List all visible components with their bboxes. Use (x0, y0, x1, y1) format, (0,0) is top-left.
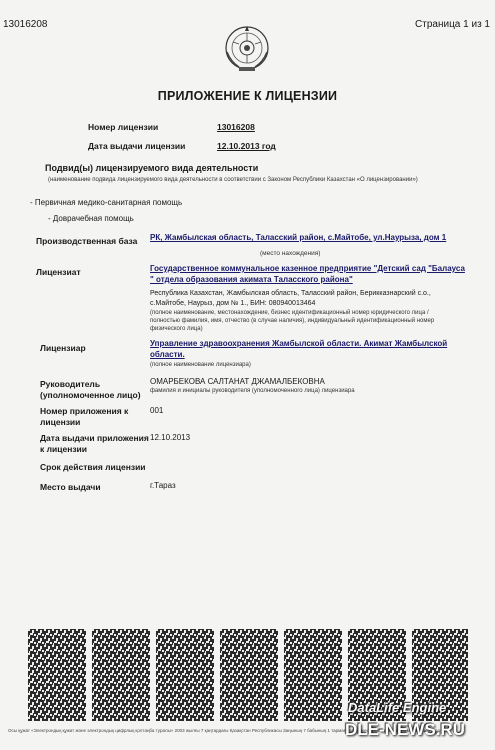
license-date-label: Дата выдачи лицензии (88, 141, 186, 151)
licensee-note: полностью фамилия, имя, отчество (в случае наличия), индивидуальный идентификационный номер (150, 318, 435, 324)
watermark-site: DLE-NEWS.RU (345, 720, 465, 739)
doc-number: 13016208 (3, 19, 48, 30)
page-counter: Страница 1 из 1 (415, 19, 490, 30)
licensor-value: Управление здравоохранения Жамбылской области. Акимат Жамбылской (150, 339, 448, 348)
base-label: Производственная база (36, 236, 138, 246)
subtype-note: (наименование подвида лицензируемого вида деятельности в соответствии с Законом Республики Казахстан «О лицензировании») (48, 177, 418, 183)
subtype-item: - Доврачебная помощь (48, 214, 134, 223)
licensor-note: (полное наименование лицензиара) (150, 362, 251, 368)
licensee-address: с.Майтобе, Наурыз, дом № 1., БИН: 080940013464 (150, 300, 316, 307)
head-note: фамилия и инициалы руководителя (уполномоченного лица) лицензиара (150, 388, 355, 394)
appendix-date-label: Дата выдачи приложения (40, 433, 149, 443)
appendix-date-label: к лицензии (40, 444, 88, 454)
emblem-icon (223, 22, 271, 74)
qr-code-block (28, 629, 86, 721)
licensee-note: физического лица) (150, 326, 203, 332)
subtype-item: - Первичная медико-санитарная помощь (30, 198, 183, 207)
subtype-heading: Подвид(ы) лицензируемого вида деятельности (45, 163, 259, 173)
head-label: (уполномоченное лицо) (40, 390, 141, 400)
licensee-note: (полное наименование, местонахождение, бизнес идентификационный номер юридического лица / (150, 310, 429, 316)
place-label: Место выдачи (40, 482, 101, 492)
footer-note: Осы құжат «Электрондық құжат және электрондық цифрлық қолтаңба туралы» 2003 жылғы 7 қаңтардағы Қазақстан Республикасы Заңының 7 бабының 1 тармағына сәйкес қағаз тасығыштағы құжатпен бірдей (8, 728, 446, 733)
licensor-label: Лицензиар (40, 343, 86, 353)
license-date-value: 12.10.2013 год (217, 141, 276, 151)
appendix-number-value: 001 (150, 406, 164, 415)
licensee-label: Лицензиат (36, 267, 81, 277)
base-value: РК, Жамбылская область, Таласский район, с.Майтобе, ул.Наурыза, дом 1 (150, 233, 447, 242)
base-note: (место нахождения) (260, 250, 321, 257)
head-value: ОМАРБЕКОВА САЛТАНАТ ДЖАМАЛБЕКОВНА (150, 377, 325, 386)
licensee-name: Государственное коммунальное казенное предприятие "Детский сад "Балауса (150, 264, 465, 273)
page-title: ПРИЛОЖЕНИЕ К ЛИЦЕНЗИИ (157, 89, 338, 103)
license-number-value: 13016208 (217, 122, 255, 132)
licensee-name: " отдела образования акимата Таласского района" (150, 275, 353, 284)
license-number-label: Номер лицензии (88, 122, 159, 132)
qr-code-block (284, 629, 342, 721)
head-label: Руководитель (40, 379, 101, 389)
watermark-engine: DataLife Engine (348, 700, 447, 715)
appendix-date-value: 12.10.2013 (150, 433, 191, 442)
licensor-value: области. (150, 350, 185, 359)
place-value: г.Тараз (150, 481, 176, 490)
validity-label: Срок действия лицензии (40, 462, 146, 472)
appendix-number-label: Номер приложения к (40, 406, 129, 416)
licensee-address: Республика Казахстан, Жамбылская область, Таласский район, Берикказнарский с.о., (150, 290, 431, 297)
appendix-number-label: лицензии (40, 417, 81, 427)
qr-code-block (92, 629, 150, 721)
qr-code-block (156, 629, 214, 721)
qr-code-block (220, 629, 278, 721)
